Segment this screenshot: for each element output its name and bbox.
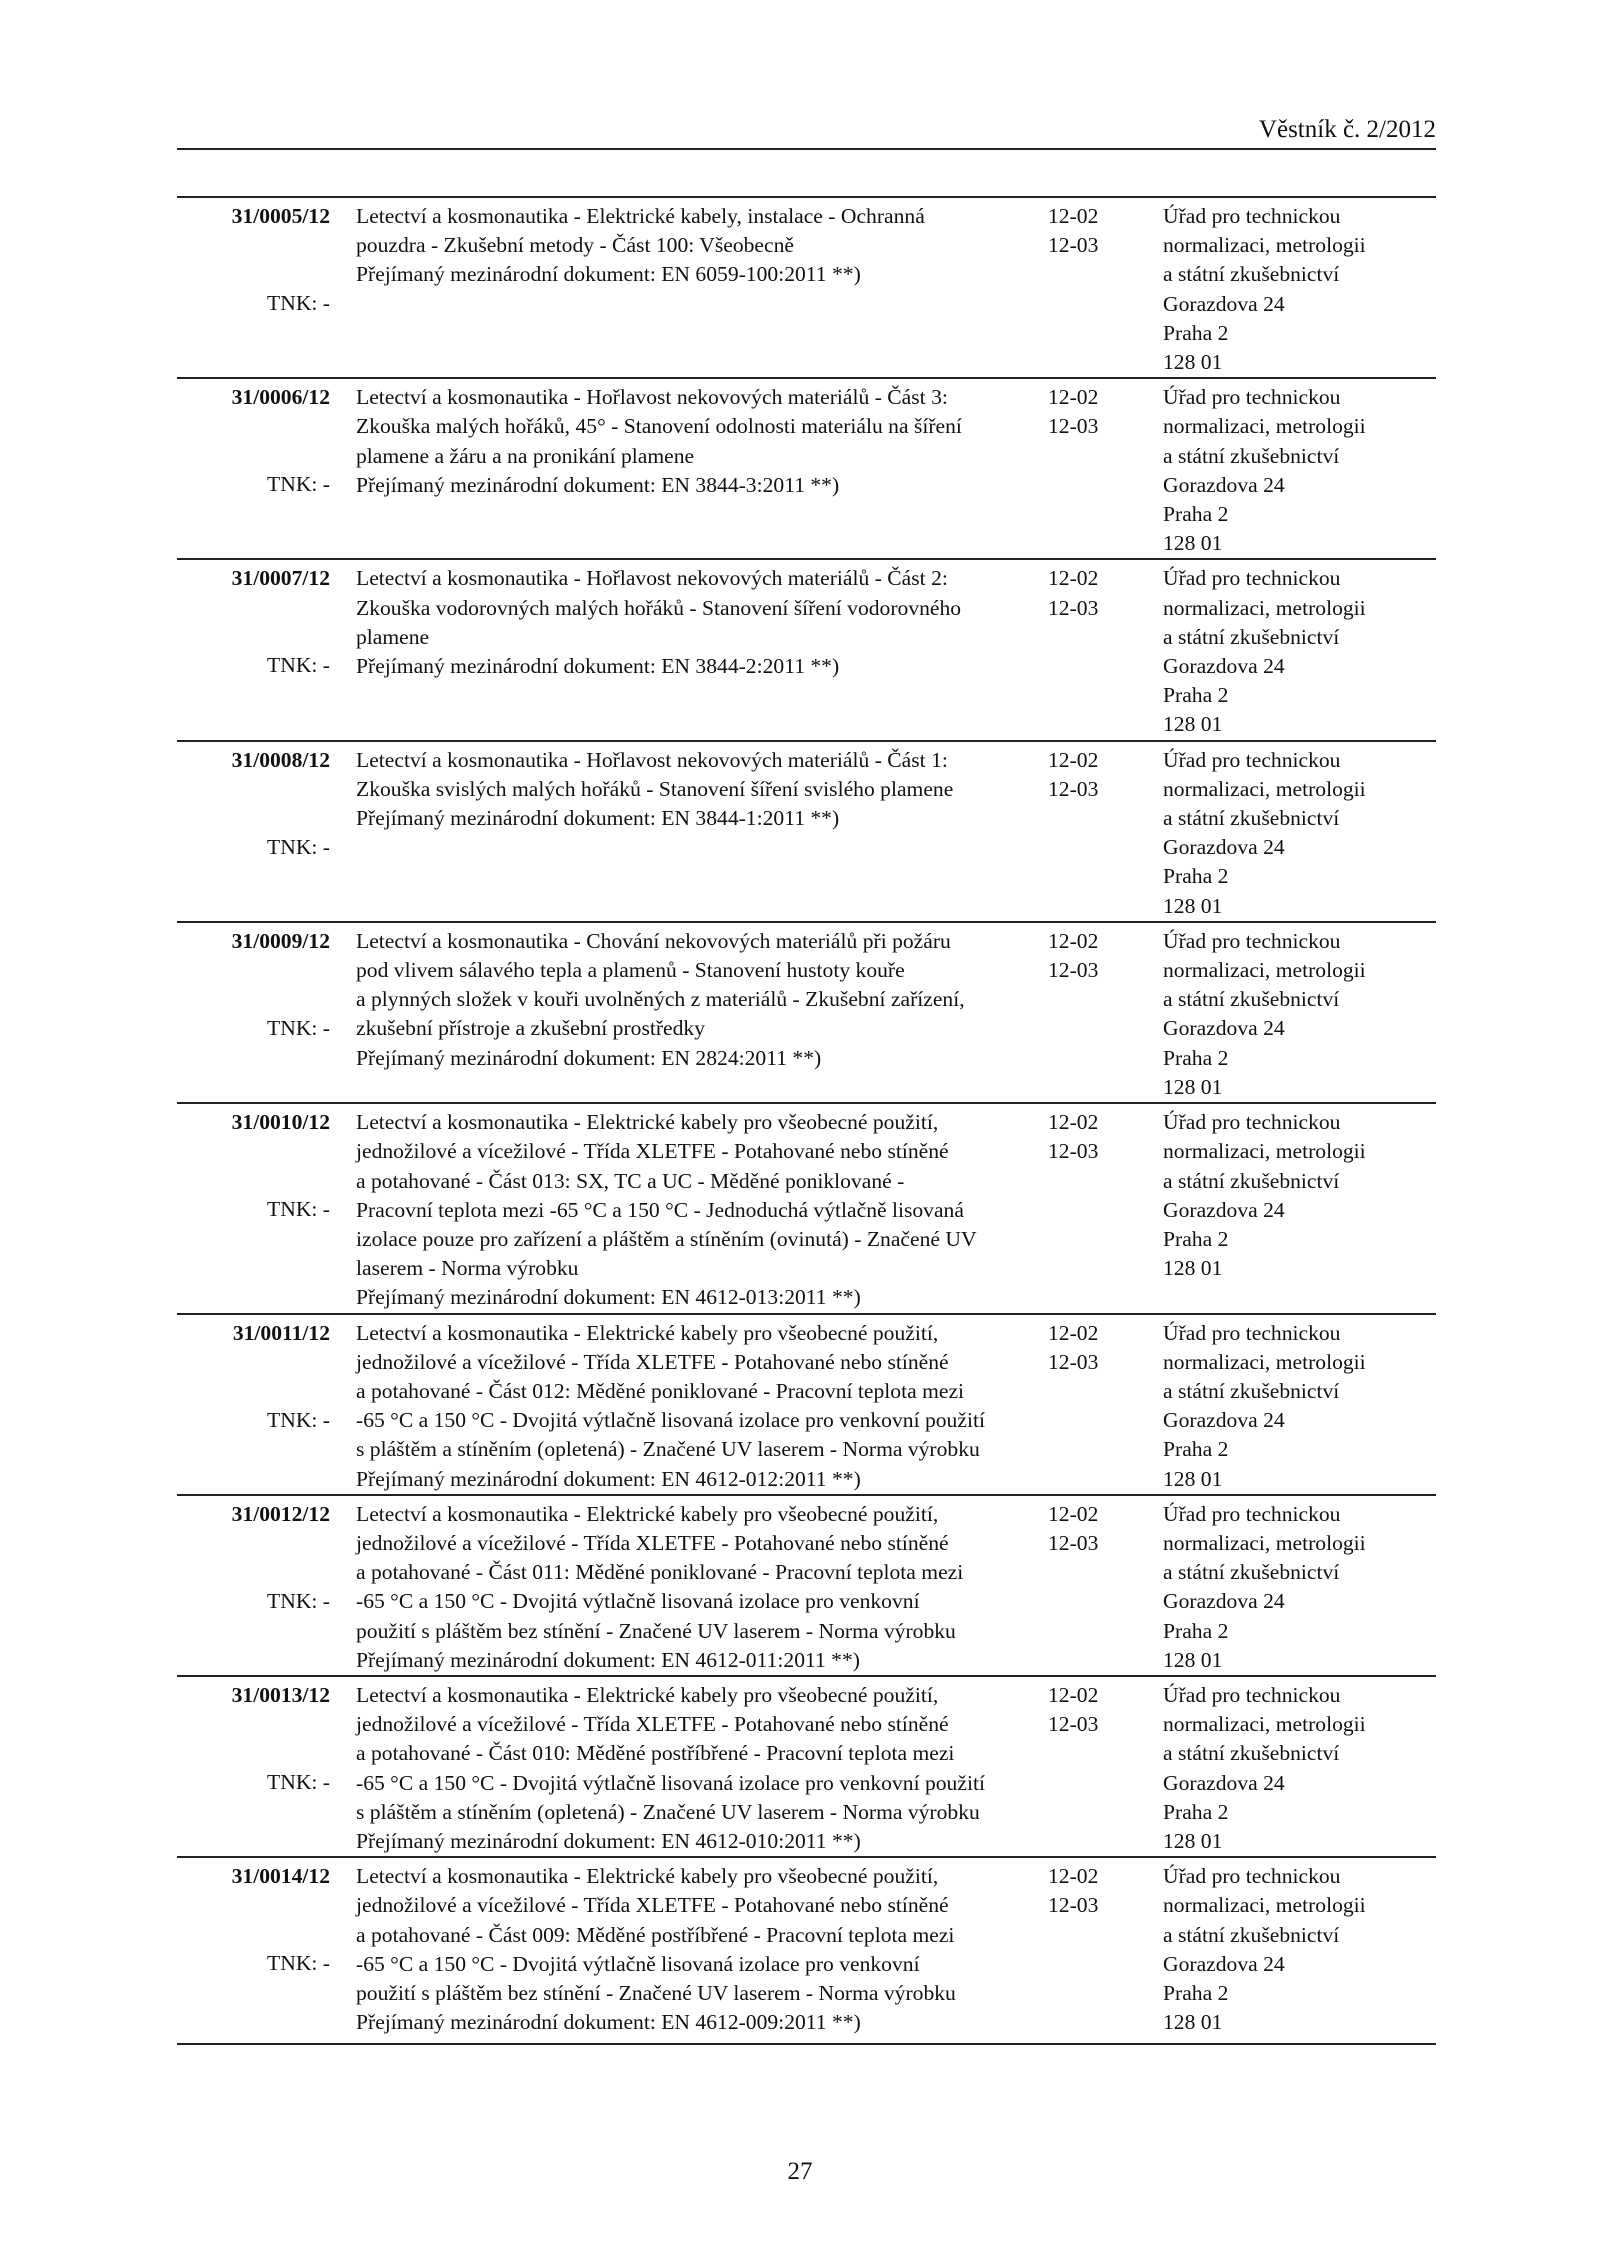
entry-tnk: TNK: - [267,1588,330,1613]
address-line: Úřad pro technickou [1163,1320,1341,1345]
description-line: a plynných složek v kouři uvolněných z materiálů - Zkušební zařízení, [356,987,965,1012]
entry-number: 31/0008/12 [231,747,330,772]
address-line: a státní zkušebnictví [1163,262,1340,287]
address-line: Gorazdova 24 [1163,835,1285,860]
entry-description [332,1862,1032,2037]
address-line: normalizaci, metrologii [1163,1712,1366,1737]
address-line: Praha 2 [1163,1799,1229,1824]
table-row [177,560,1436,741]
entry-codes [1032,1319,1163,1494]
entry-description [332,1108,1032,1312]
entry-number: 31/0013/12 [231,1682,330,1707]
address-line: normalizaci, metrologii [1163,1139,1366,1164]
description-line: s pláštěm a stíněním (opletená) - Značené UV laserem - Norma výrobku [356,1799,980,1824]
description-line: a potahované - Část 012: Měděné poniklované - Pracovní teplota mezi [356,1378,965,1403]
description-line: plamene [356,624,430,649]
description-line: Zkouška malých hořáků, 45° - Stanovení odolnosti materiálu na šíření [356,414,962,439]
address-line: Praha 2 [1163,1618,1229,1643]
entry-number: 31/0014/12 [231,1864,330,1889]
address-line: Praha 2 [1163,864,1229,889]
code-value: 12-02 [1048,1501,1099,1526]
description-line: Přejímaný mezinárodní dokument: EN 4612-013:2011 **) [356,1285,861,1310]
code-value: 12-02 [1048,1682,1099,1707]
address-line: a státní zkušebnictví [1163,1741,1340,1766]
page-number: 27 [787,2158,813,2185]
description-line: Přejímaný mezinárodní dokument: EN 3844-3:2011 **) [356,472,840,497]
table-row [177,1858,1436,2045]
page-header [177,108,1436,150]
description-line: použití s pláštěm bez stínění - Značené UV laserem - Norma výrobku [356,1980,956,2005]
description-line: -65 °C a 150 °C - Dvojitá výtlačně lisovaná izolace pro venkovní [356,1951,920,1976]
description-line: jednožilové a vícežilové - Třída XLETFE - Potahované nebo stíněné [356,1139,949,1164]
entry-description [332,564,1032,739]
description-line: Přejímaný mezinárodní dokument: EN 4612-010:2011 **) [356,1828,861,1853]
description-line: a potahované - Část 011: Měděné poniklované - Pracovní teplota mezi [356,1560,964,1585]
address-line: Praha 2 [1163,1045,1229,1070]
entry-tnk: TNK: - [267,291,330,315]
entry-tnk: TNK: - [267,1197,330,1222]
table-row [177,1104,1436,1314]
address-line: 128 01 [1163,531,1223,556]
description-line: Přejímaný mezinárodní dokument: EN 2824:2011 **) [356,1045,822,1070]
description-line: Letectví a kosmonautika - Elektrické kabely pro všeobecné použití, [356,1320,939,1345]
description-line: Letectví a kosmonautika - Elektrické kabely pro všeobecné použití, [356,1110,939,1135]
description-line: jednožilové a vícežilové - Třída XLETFE - Potahované nebo stíněné [356,1530,949,1555]
address-line: Praha 2 [1163,1437,1229,1462]
description-line: Letectví a kosmonautika - Elektrické kabely pro všeobecné použití, [356,1501,939,1526]
entry-id-cell [177,202,332,377]
entry-id-cell [177,383,332,558]
address-line: normalizaci, metrologii [1163,595,1366,620]
entry-tnk: TNK: - [267,1407,330,1432]
entry-description [332,1500,1032,1675]
entry-number: 31/0009/12 [231,928,330,953]
entry-address [1163,1319,1436,1494]
entry-codes [1032,927,1163,1102]
code-value: 12-02 [1048,1110,1099,1135]
description-line: použití s pláštěm bez stínění - Značené UV laserem - Norma výrobku [356,1618,956,1643]
address-line: 128 01 [1163,1466,1223,1491]
description-line: plamene a žáru a na pronikání plamene [356,443,695,468]
description-line: Letectví a kosmonautika - Elektrické kabely, instalace - Ochranná [356,204,925,228]
description-line: Přejímaný mezinárodní dokument: EN 4612-012:2011 **) [356,1466,861,1491]
code-value: 12-03 [1048,233,1099,258]
table-row [177,1315,1436,1496]
entry-codes [1032,202,1163,377]
entry-number: 31/0011/12 [232,1320,330,1345]
address-line: normalizaci, metrologii [1163,1893,1366,1918]
address-line: a státní zkušebnictví [1163,1168,1340,1193]
address-line: Úřad pro technickou [1163,385,1341,410]
code-value: 12-03 [1048,776,1099,801]
address-line: normalizaci, metrologii [1163,233,1366,258]
entry-codes [1032,1108,1163,1312]
description-line: -65 °C a 150 °C - Dvojitá výtlačně lisovaná izolace pro venkovní použití [356,1770,985,1795]
entry-address [1163,383,1436,558]
address-line: Úřad pro technickou [1163,1110,1341,1135]
code-value: 12-02 [1048,204,1099,228]
address-line: Praha 2 [1163,683,1229,708]
code-value: 12-02 [1048,1320,1099,1345]
description-line: Letectví a kosmonautika - Hořlavost nekovových materiálů - Část 2: [356,566,948,591]
code-value: 12-03 [1048,1893,1099,1918]
code-value: 12-03 [1048,1530,1099,1555]
entry-codes [1032,746,1163,921]
address-line: normalizaci, metrologii [1163,414,1366,439]
entry-description [332,202,1032,377]
address-line: 128 01 [1163,893,1223,918]
code-value: 12-03 [1048,595,1099,620]
address-line: 128 01 [1163,712,1223,737]
description-line: -65 °C a 150 °C - Dvojitá výtlačně lisovaná izolace pro venkovní [356,1589,920,1614]
description-line: jednožilové a vícežilové - Třída XLETFE - Potahované nebo stíněné [356,1712,949,1737]
entry-address [1163,1862,1436,2037]
address-line: Úřad pro technickou [1163,928,1341,953]
address-line: Gorazdova 24 [1163,654,1285,679]
description-line: izolace pouze pro zařízení a pláštěm a stíněním (ovinutá) - Značené UV [356,1226,977,1251]
address-line: Gorazdova 24 [1163,472,1285,497]
entry-address [1163,202,1436,377]
entry-id-cell [177,927,332,1102]
entry-number: 31/0010/12 [231,1110,330,1135]
address-line: 128 01 [1163,1647,1223,1672]
description-line: Přejímaný mezinárodní dokument: EN 3844-2:2011 **) [356,654,840,679]
table-row [177,1496,1436,1677]
address-line: Praha 2 [1163,1980,1229,2005]
description-line: pod vlivem sálavého tepla a plamenů - Stanovení hustoty kouře [356,958,905,983]
code-value: 12-02 [1048,928,1099,953]
entry-id-cell [177,746,332,921]
entry-tnk: TNK: - [267,653,330,678]
address-line: Gorazdova 24 [1163,1197,1285,1222]
entry-number: 31/0006/12 [231,385,330,410]
address-line: Úřad pro technickou [1163,747,1341,772]
code-value: 12-02 [1048,385,1099,410]
description-line: a potahované - Část 010: Měděné postříbřené - Pracovní teplota mezi [356,1741,955,1766]
table-row [177,742,1436,923]
entry-address [1163,746,1436,921]
address-line: 128 01 [1163,2010,1223,2035]
code-value: 12-02 [1048,747,1099,772]
description-line: laserem - Norma výrobku [356,1256,579,1281]
code-value: 12-02 [1048,1864,1099,1889]
entry-number: 31/0005/12 [231,204,330,228]
address-line: 128 01 [1163,1074,1223,1099]
description-line: Letectví a kosmonautika - Elektrické kabely pro všeobecné použití, [356,1682,939,1707]
code-value: 12-03 [1048,958,1099,983]
address-line: 128 01 [1163,1828,1223,1853]
address-line: normalizaci, metrologii [1163,776,1366,801]
standards-table [177,196,1436,2045]
address-line: Úřad pro technickou [1163,1864,1341,1889]
entry-address [1163,1108,1436,1312]
entry-codes [1032,383,1163,558]
address-line: Praha 2 [1163,320,1229,345]
entry-codes [1032,1500,1163,1675]
code-value: 12-03 [1048,414,1099,439]
entry-description [332,383,1032,558]
address-line: 128 01 [1163,350,1223,375]
entry-tnk: TNK: - [267,1015,330,1040]
table-row [177,379,1436,560]
table-row [177,923,1436,1104]
address-line: Gorazdova 24 [1163,1408,1285,1433]
address-line: Gorazdova 24 [1163,1770,1285,1795]
description-line: pouzdra - Zkušební metody - Část 100: Všeobecně [356,233,794,258]
code-value: 12-03 [1048,1139,1099,1164]
address-line: Gorazdova 24 [1163,1589,1285,1614]
code-value: 12-03 [1048,1712,1099,1737]
address-line: a státní zkušebnictví [1163,1560,1340,1585]
code-value: 12-02 [1048,566,1099,591]
address-line: normalizaci, metrologii [1163,1530,1366,1555]
description-line: Zkouška svislých malých hořáků - Stanovení šíření svislého plamene [356,776,954,801]
address-line: a státní zkušebnictví [1163,987,1340,1012]
entry-number: 31/0007/12 [231,566,330,591]
entry-address [1163,564,1436,739]
entry-codes [1032,564,1163,739]
entry-id-cell [177,1862,332,2037]
entry-description [332,927,1032,1102]
description-line: Přejímaný mezinárodní dokument: EN 4612-009:2011 **) [356,2010,861,2035]
entry-address [1163,1500,1436,1675]
journal-title: Věstník č. 2/2012 [1258,116,1436,143]
entry-address [1163,1681,1436,1856]
entry-description [332,1319,1032,1494]
entry-id-cell [177,1108,332,1312]
address-line: normalizaci, metrologii [1163,1349,1366,1374]
address-line: a státní zkušebnictví [1163,443,1340,468]
address-line: a státní zkušebnictví [1163,1378,1340,1403]
address-line: a státní zkušebnictví [1163,1922,1340,1947]
description-line: Přejímaný mezinárodní dokument: EN 4612-011:2011 **) [356,1647,860,1672]
entry-tnk: TNK: - [267,1769,330,1794]
address-line: Gorazdova 24 [1163,291,1285,316]
address-line: Gorazdova 24 [1163,1016,1285,1041]
address-line: normalizaci, metrologii [1163,958,1366,983]
entry-number: 31/0012/12 [231,1501,330,1526]
entry-id-cell [177,1500,332,1675]
entry-id-cell [177,564,332,739]
entry-tnk: TNK: - [267,1951,330,1976]
entry-address [1163,927,1436,1102]
description-line: -65 °C a 150 °C - Dvojitá výtlačně lisovaná izolace pro venkovní použití [356,1408,985,1433]
table-row [177,1677,1436,1858]
entry-tnk: TNK: - [267,834,330,859]
description-line: jednožilové a vícežilové - Třída XLETFE - Potahované nebo stíněné [356,1893,949,1918]
address-line: 128 01 [1163,1256,1223,1281]
address-line: Praha 2 [1163,1226,1229,1251]
description-line: Přejímaný mezinárodní dokument: EN 6059-100:2011 **) [356,262,861,287]
description-line: Letectví a kosmonautika - Elektrické kabely pro všeobecné použití, [356,1864,939,1889]
address-line: a státní zkušebnictví [1163,624,1340,649]
description-line: Letectví a kosmonautika - Hořlavost nekovových materiálů - Část 3: [356,385,948,410]
address-line: Praha 2 [1163,502,1229,527]
description-line: Přejímaný mezinárodní dokument: EN 3844-1:2011 **) [356,806,840,831]
address-line: Gorazdova 24 [1163,1951,1285,1976]
address-line: Úřad pro technickou [1163,1501,1341,1526]
entry-id-cell [177,1681,332,1856]
description-line: jednožilové a vícežilové - Třída XLETFE - Potahované nebo stíněné [356,1349,949,1374]
entry-description [332,746,1032,921]
address-line: Úřad pro technickou [1163,566,1341,591]
description-line: zkušební přístroje a zkušební prostředky [356,1016,706,1041]
entry-codes [1032,1862,1163,2037]
entry-id-cell [177,1319,332,1494]
address-line: Úřad pro technickou [1163,1682,1341,1707]
entry-tnk: TNK: - [267,472,330,497]
address-line: a státní zkušebnictví [1163,806,1340,831]
description-line: a potahované - Část 009: Měděné postříbřené - Pracovní teplota mezi [356,1922,955,1947]
table-row [177,198,1436,379]
description-line: a potahované - Část 013: SX, TC a UC - Měděné poniklované - [356,1168,905,1193]
entry-codes [1032,1681,1163,1856]
code-value: 12-03 [1048,1349,1099,1374]
description-line: s pláštěm a stíněním (opletená) - Značené UV laserem - Norma výrobku [356,1437,980,1462]
description-line: Zkouška vodorovných malých hořáků - Stanovení šíření vodorovného [356,595,962,620]
entry-description [332,1681,1032,1856]
description-line: Pracovní teplota mezi -65 °C a 150 °C - Jednoduchá výtlačně lisovaná [356,1197,964,1222]
address-line: Úřad pro technickou [1163,204,1341,228]
description-line: Letectví a kosmonautika - Hořlavost nekovových materiálů - Část 1: [356,747,948,772]
document-page [177,108,1436,2045]
description-line: Letectví a kosmonautika - Chování nekovových materiálů při požáru [356,928,951,953]
